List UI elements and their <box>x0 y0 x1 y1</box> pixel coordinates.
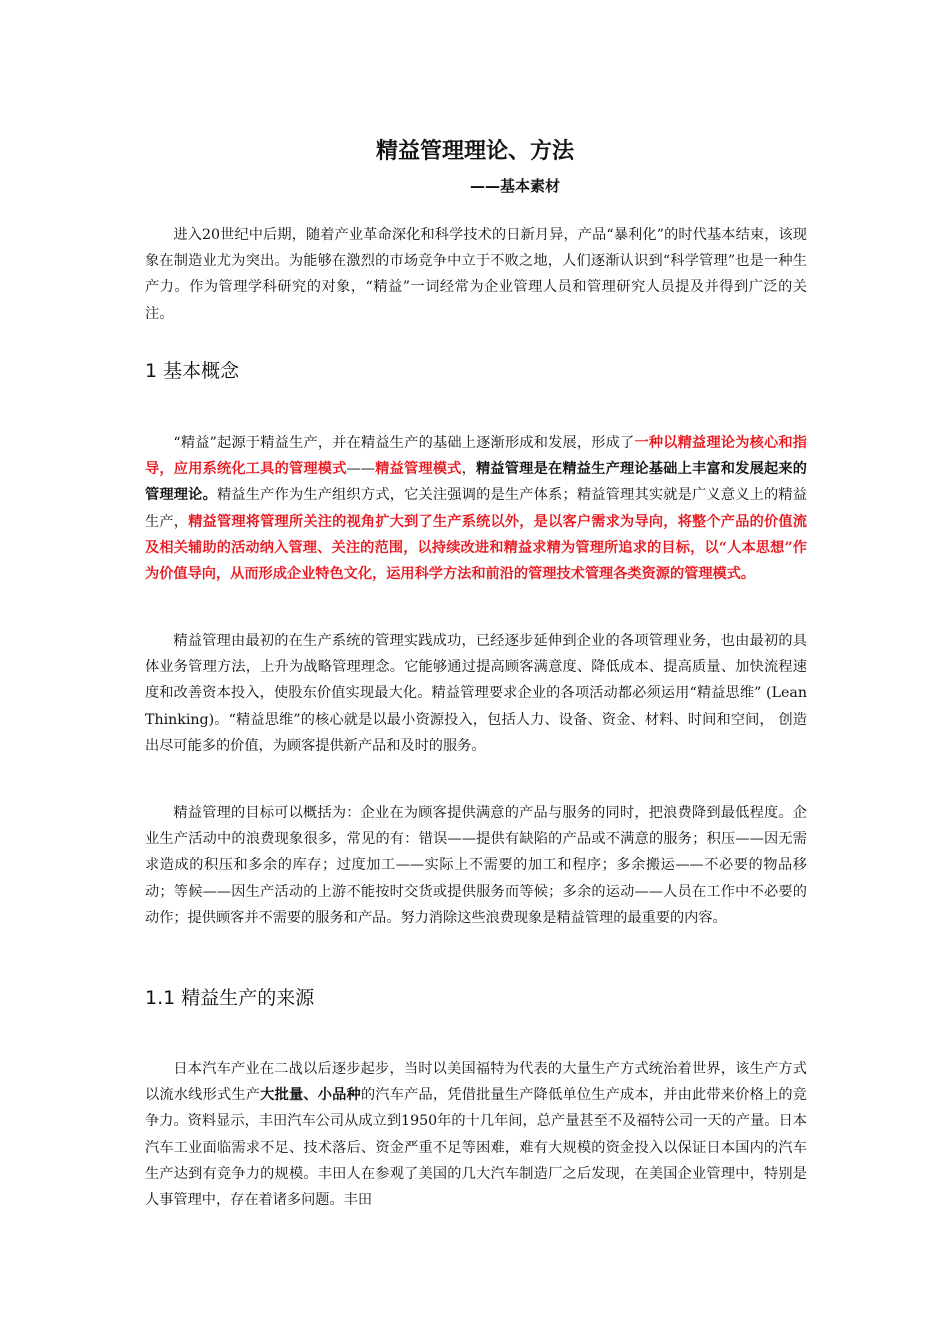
section-heading-basic-concepts: 1 基本概念 <box>145 360 240 382</box>
highlight-red: 精益管理模式 <box>374 461 462 478</box>
highlight-red: 一种以精益理论为核心和指导，应用系统化工具的管理模式 <box>145 435 807 478</box>
text-run: —— <box>346 461 375 478</box>
intro-paragraph: 进入20世纪中后期，随着产业革命深化和科学技术的日新月异，产品“暴利化”的时代基本结束，该现象在制造业尤为突出。为能够在激烈的市场竞争中立于不败之地，人们逐渐认识到“科学管理”也是一种生产力。作为管理学科研究的对象，“精益”一词经常为企业管理人员和管理研究人员提及并得到广泛的关注。 <box>145 227 807 322</box>
concept-paragraph <box>145 430 807 587</box>
lean-goal-paragraph: 精益管理的目标可以概括为：企业在为顾客提供满意的产品与服务的同时，把浪费降到最低程度。企业生产活动中的浪费现象很多，常见的有：错误——提供有缺陷的产品或不满意的服务；积压——因无需求造成的积压和多余的库存；过度加工——实际上不需要的加工和程序；多余搬运——不必要的物品移动；等候——因生产活动的上游不能按时交货或提供服务而等候；多余的运动——人员在工作中不必要的动作；提供顾客并不需要的服务和产品。努力消除这些浪费现象是精益管理的最重要的内容。 <box>145 805 807 926</box>
highlight-bold: 大批量、小品种 <box>260 1087 361 1104</box>
highlight-bold: 精益管理是在精益生产理论基础上丰富和发展起来的管理理论。 <box>145 461 807 504</box>
document-subtitle: ——基本素材 <box>470 177 561 195</box>
document-title: 精益管理理论、方法 <box>375 139 574 164</box>
text-run: ， <box>461 461 476 478</box>
text-run: “精益”起源于精益生产，并在精益生产的基础上逐渐形成和发展，形成了 <box>173 435 635 451</box>
highlight-red: 精益管理将管理所关注的视角扩大到了生产系统以外，是以客户需求为导向，将整个产品的价值流及相关辅助的活动纳入管理、关注的范围，以持续改进和精益求精为管理所追求的目标，以“人本思想”作为价值导向，从而形成企业特色文化，运用科学方法和前沿的管理技术管理各类资源的管理模式。 <box>145 513 807 583</box>
lean-origin-paragraph <box>145 1056 807 1213</box>
lean-extension-paragraph: 精益管理由最初的在生产系统的管理实践成功，已经逐步延伸到企业的各项管理业务，也由最初的具体业务管理方法，上升为战略管理理念。它能够通过提高顾客满意度、降低成本、提高质量、加快流程速度和改善资本投入，使股东价值实现最大化。精益管理要求企业的各项活动都必须运用“精益思维” (Lean Thinking)。“精益思维”的核心就是以最小资源投入，包括人力、设备、资金、材料、时间和空间， 创造出尽可能多的价值，为顾客提供新产品和及时的服务。 <box>145 633 807 754</box>
text-run: 的汽车产品，凭借批量生产降低单位生产成本，并由此带来价格上的竞争力。资料显示，丰田汽车公司从成立到1950年的十几年间，总产量甚至不及福特公司一天的产量。日本汽车工业面临需求不足、技术落后、资金严重不足等困难，难有大规模的资金投入以保证日本国内的汽车生产达到有竞争力的规模。丰田人在参观了美国的几大汽车制造厂之后发现，在美国企业管理中，特别是人事管理中，存在着诸多问题。丰田 <box>145 1087 807 1209</box>
section-heading-lean-origin: 1.1 精益生产的来源 <box>145 987 315 1009</box>
text-run: 精益生产作为生产组织方式，它关注强调的是生产体系；精益管理其实就是广义意义上的精益生产， <box>145 487 807 530</box>
text-run: 日本汽车产业在二战以后逐步起步，当时以美国福特为代表的大量生产方式统治着世界，该生产方式以流水线形式生产 <box>145 1061 807 1104</box>
